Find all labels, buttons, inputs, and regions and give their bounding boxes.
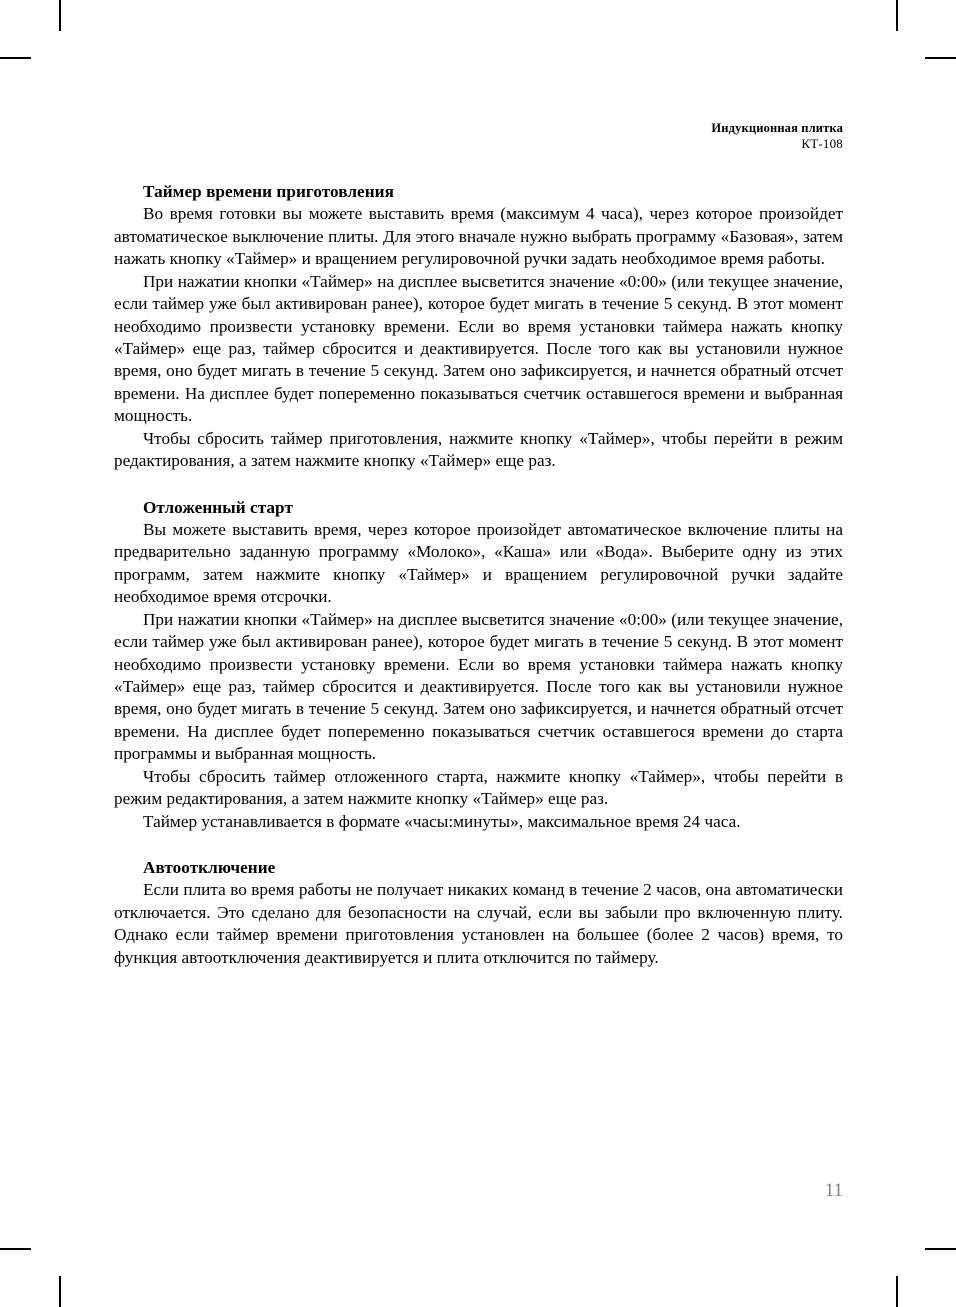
paragraph: Чтобы сбросить таймер отложенного старта, нажмите кнопку «Таймер», чтобы перейти в режим редактирования, а затем нажмите кнопку «Таймер» еще раз. — [114, 766, 843, 809]
paragraph: При нажатии кнопки «Таймер» на дисплее высветится значение «0:00» (или текущее значение, если таймер уже был активирован ранее), которое будет мигать в течение 5 секунд. В этот момент необходимо произвести установку времени. Если во время установки таймера нажать кнопку «Таймер» еще раз, таймер сбросится и деактивируется. После того как вы установили нужное время, оно будет мигать в течение 5 секунд. Затем оно зафиксируется, и начнется обратный отсчет времени. На дисплее будет попеременно показываться счетчик оставшегося времени и выбранная мощность. — [114, 271, 843, 426]
page-number: 11 — [824, 1180, 843, 1201]
crop-mark-bottom-right-horizontal — [925, 1248, 956, 1250]
crop-mark-bottom-right-vertical — [896, 1276, 898, 1307]
section-delayed-start — [114, 497, 843, 833]
crop-mark-bottom-left-vertical — [59, 1276, 61, 1307]
running-head — [423, 120, 843, 153]
paragraph: Если плита во время работы не получает никаких команд в течение 2 часов, она автоматически отключается. Это сделано для безопасности на случай, если вы забыли про включенную плиту. Однако если таймер времени приготовления установлен на большее (более 2 часов) время, то функция автоотключения деактивируется и плита отключится по таймеру. — [114, 880, 843, 967]
section-heading: Отложенный старт — [143, 497, 293, 517]
running-head-model: КТ-108 — [801, 136, 843, 151]
crop-mark-top-left-horizontal — [0, 57, 31, 59]
paragraph: Таймер устанавливается в формате «часы:минуты», максимальное время 24 часа. — [143, 811, 741, 831]
paragraph: Во время готовки вы можете выставить время (максимум 4 часа), через которое произойдет автоматическое выключение плиты. Для этого вначале нужно выбрать программу «Базовая», затем нажать кнопку «Таймер» и вращением регулировочной ручки задать необходимое время работы. — [114, 204, 843, 269]
crop-mark-top-right-horizontal — [925, 57, 956, 59]
crop-mark-top-left-vertical — [59, 0, 61, 31]
section-heading: Автоотключение — [143, 858, 276, 878]
paragraph: При нажатии кнопки «Таймер» на дисплее высветится значение «0:00» (или текущее значение, если таймер уже был активирован ранее), которое будет мигать в течение 5 секунд. В этот момент необходимо произвести установку времени. Если во время установки таймера нажать кнопку «Таймер» еще раз, таймер сбросится и деактивируется. После того как вы установили нужное время, оно будет мигать в течение 5 секунд. Затем оно зафиксируется, и начнется обратный отсчет времени. На дисплее будет попеременно показываться счетчик оставшегося времени до старта программы и выбранная мощность. — [114, 609, 843, 764]
section-cooking-timer — [114, 181, 843, 473]
paragraph: Чтобы сбросить таймер приготовления, нажмите кнопку «Таймер», чтобы перейти в режим редактирования, а затем нажмите кнопку «Таймер» еще раз. — [114, 428, 843, 471]
section-heading: Таймер времени приготовления — [143, 182, 394, 201]
crop-mark-top-right-vertical — [896, 0, 898, 31]
running-head-title: Индукционная плитка — [711, 121, 843, 135]
paragraph: Вы можете выставить время, через которое произойдет автоматическое включение плиты на предварительно заданную программу «Молоко», «Каша» или «Вода». Выберите одну из этих программ, затем нажмите кнопку «Таймер» и вращением регулировочной ручки задайте необходимое время отсрочки. — [114, 519, 843, 607]
body-text-column — [114, 181, 843, 969]
crop-mark-bottom-left-horizontal — [0, 1248, 31, 1250]
section-auto-shutoff — [114, 857, 843, 969]
